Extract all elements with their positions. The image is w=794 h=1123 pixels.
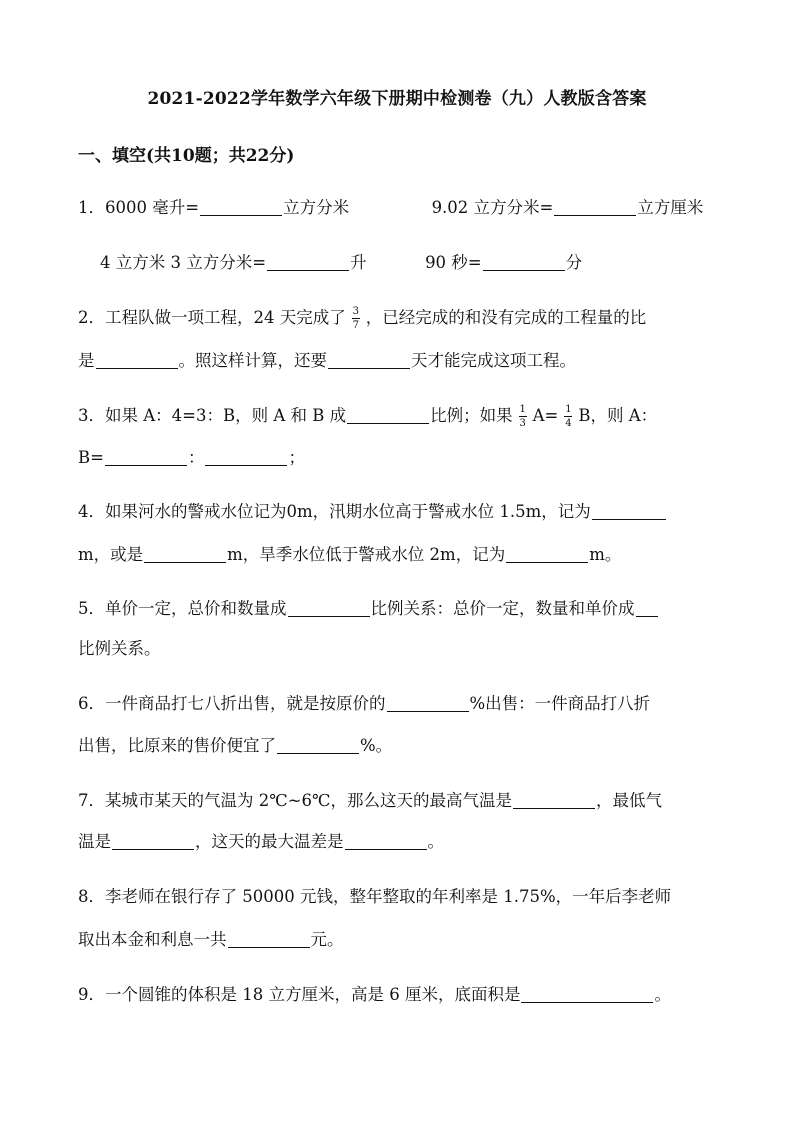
answer-blank[interactable] — [347, 405, 429, 424]
answer-blank[interactable] — [521, 984, 653, 1003]
page-title: 2021-2022学年数学六年级下册期中检测卷（九）人教版含答案 — [147, 89, 647, 109]
answer-blank[interactable] — [105, 447, 187, 466]
fraction: $\frac{1}{3}$ — [519, 404, 526, 429]
question-1-line-2: 4 立方米 3 立方分米= 升 90 秒= 分 — [100, 253, 583, 272]
answer-blank[interactable] — [506, 544, 588, 563]
answer-blank[interactable] — [513, 790, 595, 809]
answer-blank[interactable] — [144, 544, 226, 563]
question-5-line-2: 比例关系。 — [78, 639, 161, 658]
question-3-line-1: 3．如果 A：4=3：B，则 A 和 B 成 比例；如果 $\frac{1}{3}$ A= $\frac{1}{4}$ B，则 A： — [78, 404, 658, 429]
answer-blank[interactable] — [387, 693, 469, 712]
answer-blank[interactable] — [554, 197, 636, 216]
question-7-line-2: 温是 ，这天的最大温差是 。 — [78, 832, 444, 851]
question-2-line-1: 2．工程队做一项工程，24 天完成了 $\frac{3}{7}$ ，已经完成的和没有完成的工程量的比 — [78, 306, 647, 331]
question-1-line-1: 1．6000 毫升= 立方分米 9.02 立方分米= 立方厘米 — [78, 198, 704, 217]
question-4-line-2: m，或是 m，旱季水位低于警戒水位 2m，记为 m。 — [78, 545, 622, 564]
question-8-line-2: 取出本金和利息一共 元。 — [78, 930, 344, 949]
answer-blank[interactable] — [277, 735, 359, 754]
section-heading: 一、填空(共10题；共22分) — [78, 146, 295, 166]
fraction: $\frac{3}{7}$ — [352, 306, 359, 331]
question-6-line-1: 6．一件商品打七八折出售，就是按原价的 %出售：一件商品打八折 — [78, 694, 651, 713]
question-9-line-1: 9．一个圆锥的体积是 18 立方厘米，高是 6 厘米，底面积是 。 — [78, 985, 671, 1004]
answer-blank[interactable] — [328, 350, 410, 369]
answer-blank[interactable] — [112, 831, 194, 850]
question-4-line-1: 4．如果河水的警戒水位记为0m，汛期水位高于警戒水位 1.5m，记为 — [78, 500, 734, 524]
answer-blank[interactable] — [228, 929, 310, 948]
answer-blank[interactable] — [483, 252, 565, 271]
answer-blank[interactable] — [592, 501, 666, 520]
fraction: $\frac{1}{4}$ — [565, 404, 572, 429]
answer-blank[interactable] — [636, 598, 658, 617]
answer-blank[interactable] — [288, 598, 370, 617]
question-3-line-2: B= ： ； — [78, 448, 305, 467]
answer-blank[interactable] — [96, 350, 178, 369]
answer-blank[interactable] — [205, 447, 287, 466]
answer-blank[interactable] — [200, 197, 282, 216]
question-2-line-2: 是 。照这样计算，还要 天才能完成这项工程。 — [78, 351, 576, 370]
question-5-line-1: 5．单价一定，总价和数量成 比例关系：总价一定，数量和单价成 — [78, 597, 734, 621]
answer-blank[interactable] — [267, 252, 349, 271]
question-7-line-1: 7．某城市某天的气温为 2℃~6℃，那么这天的最高气温是 ，最低气 — [78, 791, 662, 810]
question-8-line-1: 8．李老师在银行存了 50000 元钱，整年整取的年利率是 1.75%，一年后李老师 — [78, 887, 672, 906]
question-6-line-2: 出售，比原来的售价便宜了 %。 — [78, 736, 393, 755]
answer-blank[interactable] — [345, 831, 427, 850]
